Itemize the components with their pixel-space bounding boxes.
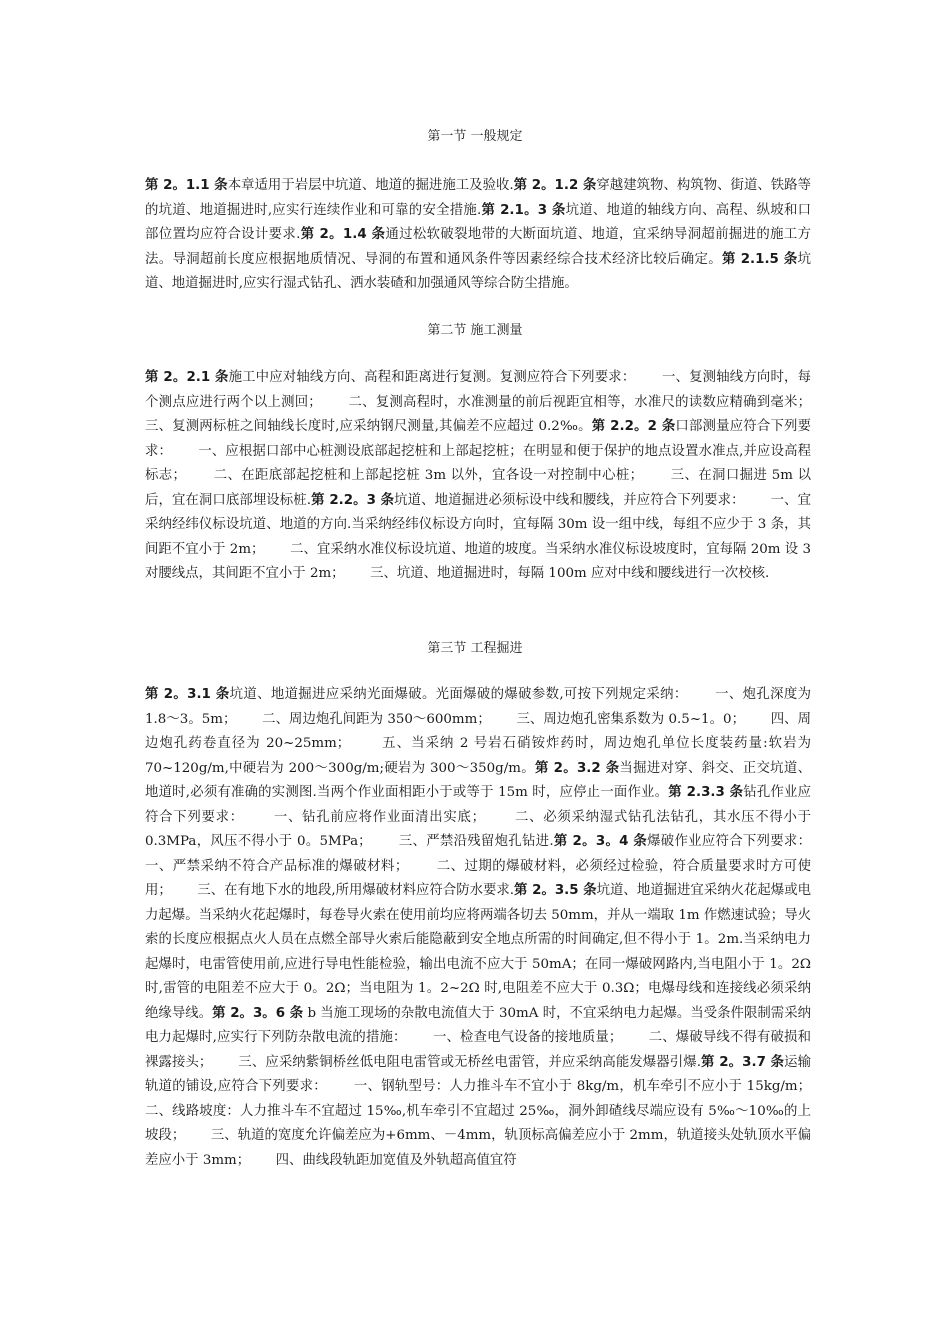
- article-number: 第 2.2。2 条: [591, 419, 676, 434]
- article-text: 钻孔作业应符合下列要求： 一、钻孔前应将作业面清出实底； 二、必须采纳湿式钻孔法钻孔，其水压不得小于 0.3MPa，风压不得小于 0。5MPa； 三、严禁沿残留炮孔钻进.: [145, 785, 816, 849]
- article-number: 第 2.1。3 条: [481, 202, 566, 218]
- article-number: 第 2.1.5 条: [721, 251, 798, 267]
- article-number: 第 2。3。6 条: [212, 1005, 304, 1021]
- article-text: 坑道、地道掘进必须标设中线和腰线，并应符合下列要求： 一、宜采纳经纬仪标设坑道、地道的方向.当采纳经纬仪标设方向时，宜每隔 30m 设一组中线，每组不应少于 3 条，其间距不宜小于 2m； 二、宜采纳水准仪标设坑道、地道的坡度。当采纳水准仪标设坡度时，宜每隔 20m 设 3 对腰线点，其间距不宜小于 2m； 三、坑道、地道掘进时，每隔 100m 应对中线和腰线进行一次校核.: [145, 492, 816, 581]
- article-number: 第 2。3.7 条: [700, 1054, 785, 1070]
- article-number: 第 2。2.1 条: [145, 370, 229, 385]
- article-number: 第 2。1.1 条: [145, 178, 228, 193]
- article-text: 当掘进对穿、斜交、正交坑道、地道时,必须有准确的实测图.当两个作业面相距小于或等于 15m 时，应停止一面作业。: [145, 760, 811, 800]
- article-text: 运输轨道的铺设,应符合下列要求： 一、钢轨型号：人力推斗车不宜小于 8kg/m，机车牵引不应小于 15kg/m； 二、线路坡度：人力推斗车不宜超过 15‰,机车牵引不宜超过 25‰，洞外卸碴线尽端应设有 5‰～10‰的上坡段； 三、轨道的宽度允许偏差应为+6mm、－4mm，轨顶标高偏差应小于 2mm，轨道接头处轨顶水平偏差应小于 3mm； 四、曲线段轨距加宽值及外轨超高值宜符: [145, 1054, 837, 1168]
- article-number: 第 2。3.2 条: [534, 760, 620, 776]
- article-text: 穿越建筑物、构筑物、街道、铁路等的坑道、地道掘进时,应实行连续作业和可靠的安全措施.: [145, 178, 811, 218]
- article-text: 爆破作业应符合下列要求： 一、严禁采纳不符合产品标准的爆破材料； 二、过期的爆破材料，必须经过检验，符合质量要求时方可使用； 三、在有地下水的地段,所用爆破材料应符合防水要求.: [145, 834, 837, 898]
- article-text: 口部测量应符合下列要求： 一、应根据口部中心桩测设底部起挖桩和上部起挖桩；在明显和便于保护的地点设置水准点,并应设高程标志； 二、在距底部起挖桩和上部起挖桩 3m 以外，宜各设一对控制中心桩； 三、在洞口掘进 5m 以后，宜在洞口底部埋设标桩.: [145, 419, 811, 508]
- article-text: 坑道、地道掘进应采纳光面爆破。光面爆破的爆破参数,可按下列规定采纳： 一、炮孔深度为 1.8～3。5m； 二、周边炮孔间距为 350～600mm； 三、周边炮孔密集系数为 0.5~1。0； 四、周边炮孔药卷直径为 20~25mm； 五、当采纳 2 号岩石硝铵炸药时，周边炮孔单位长度装药量:软岩为 70~120g/m,中硬岩为 200～300g/m;硬岩为 300～350g/m。: [145, 687, 816, 776]
- article-number: 第 2。1.2 条: [513, 178, 597, 193]
- article-number: 第 2。1.4 条: [300, 227, 386, 242]
- article-number: 第 2.3.3 条: [668, 785, 744, 800]
- article-text: 坑道、地道掘进时,应实行湿式钻孔、洒水装碴和加强通风等综合防尘措施。: [145, 251, 811, 291]
- section-title: 第二节 施工测量: [427, 323, 523, 338]
- article-text: 施工中应对轴线方向、高程和距离进行复测。复测应符合下列要求： 一、复测轴线方向时，每个测点应进行两个以上测回； 二、复测高程时，水准测量的前后视距宜相等，水准尺的读数应精确到毫米； 三、复测两标桩之间轴线长度时,应采纳钢尺测量,其偏差不应超过 0.2‰。: [145, 370, 837, 434]
- article-text: 本章适用于岩层中坑道、地道的掘进施工及验收.: [227, 178, 514, 193]
- article-number: 第 2。3.1 条: [145, 687, 230, 702]
- article-text: b 当施工现场的杂散电流值大于 30mA 时，不宜采纳电力起爆。当受条件限制需采纳电力起爆时,应实行下列防杂散电流的措施： 一、检查电气设备的接地质量； 二、爆破导线不得有破损和裸露接头； 三、应采纳紫铜桥丝低电阻电雷管或无桥丝电雷管，并应采纳高能发爆器引爆.: [145, 1005, 812, 1070]
- section-body: [145, 683, 837, 1173]
- article-number: 第 2.2。3 条: [311, 492, 395, 508]
- article-text: 坑道、地道的轴线方向、高程、纵坡和口部位置均应符合设计要求.: [145, 202, 811, 242]
- section-body: [145, 366, 837, 587]
- article-text: 通过松软破裂地带的大断面坑道、地道，宜采纳导洞超前掘进的施工方法。导洞超前长度应根据地质情况、导洞的布置和通风条件等因素经综合技术经济比较后确定。: [145, 227, 811, 267]
- section-body: [145, 174, 811, 297]
- section-title: 第三节 工程掘进: [427, 641, 523, 656]
- article-number: 第 2。3。4 条: [553, 834, 648, 849]
- section-title: 第一节 一般规定: [427, 129, 523, 144]
- article-number: 第 2。3.5 条: [514, 883, 597, 898]
- article-text: 坑道、地道掘进宜采纳火花起爆或电力起爆。当采纳火花起爆时，每卷导火索在使用前均应将两端各切去 50mm，并从一端取 1m 作燃速试验；导火索的长度应根据点火人员在点燃全部导火索后能隐蔽到安全地点所需的时间确定,但不得小于 1。2m.当采纳电力起爆时，电雷管使用前,应进行导电性能检验，输出电流不应大于 50mA；在同一爆破网路内,当电阻小于 1。2Ω 时,雷管的电阻差不应大于 0。2Ω；当电阻为 1。2~2Ω 时,电阻差不应大于 0.3Ω；电爆母线和连接线必须采纳绝缘导线。: [145, 883, 816, 1021]
